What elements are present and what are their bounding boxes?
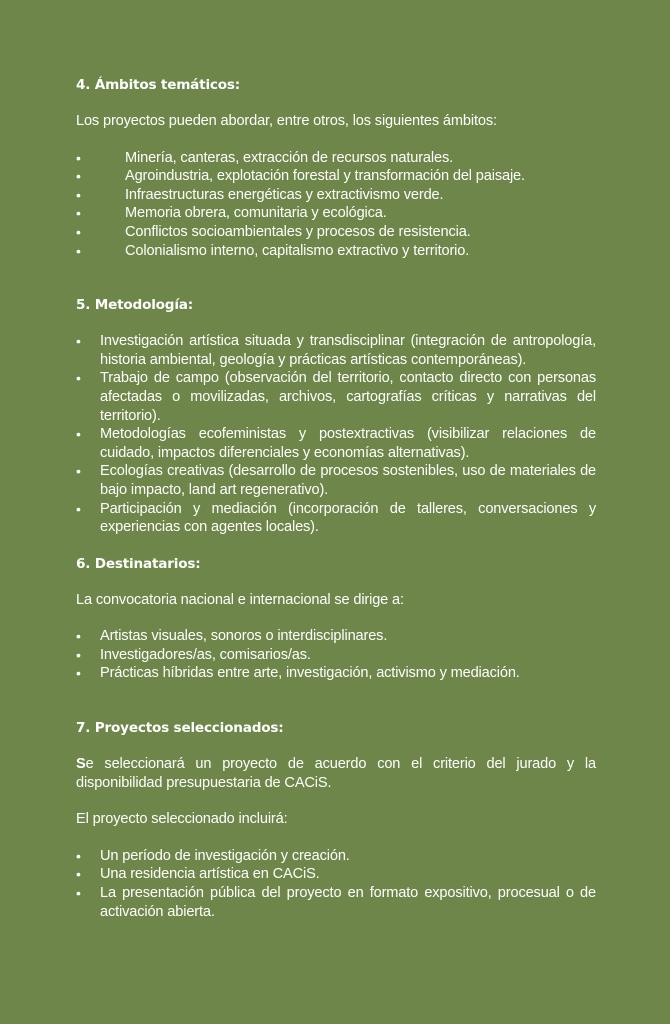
section-metodologia: [76, 296, 596, 537]
list-item: [76, 865, 596, 884]
section-heading: 4. Ámbitos temáticos:: [76, 77, 241, 93]
list-item: [76, 332, 596, 369]
section-heading: 6. Destinatarios:: [76, 555, 201, 572]
section-intro: La convocatoria nacional e internacional se dirige a:: [76, 591, 404, 608]
list-item: [76, 186, 596, 205]
intro-text: e seleccionará un proyecto de acuerdo con el criterio del jurado y la disponibilidad presupuestaria de CACiS.: [76, 756, 596, 791]
bullet-icon: •: [76, 866, 81, 883]
intro-lead-letter: S: [76, 756, 86, 773]
bullet-icon: •: [76, 223, 81, 240]
ambitos-list: [76, 149, 596, 261]
list-item: [76, 500, 596, 537]
list-item-text: Trabajo de campo (observación del territorio, contacto directo con personas afectadas o movilizadas, archivos, cartografías críticas y narrativas del territorio).: [100, 370, 596, 424]
destinatarios-list: [76, 627, 596, 683]
list-item: [76, 847, 596, 866]
list-item: [76, 462, 596, 499]
list-item: [76, 664, 596, 683]
list-item: [76, 369, 596, 425]
list-item-text: Investigadores/as, comisarios/as.: [100, 646, 311, 663]
list-item-text: Un período de investigación y creación.: [100, 847, 350, 864]
list-item: [76, 223, 596, 242]
list-item: [76, 646, 596, 665]
list-item-text: Una residencia artística en CACiS.: [100, 866, 320, 883]
section-proyectos-seleccionados: [76, 719, 596, 921]
bullet-icon: •: [76, 426, 81, 443]
seleccionados-list: [76, 847, 596, 921]
bullet-icon: •: [76, 242, 81, 259]
section-destinatarios: [76, 555, 596, 683]
bullet-icon: •: [76, 847, 81, 864]
section-ambitos-tematicos: [76, 76, 596, 260]
list-item-text: Minería, canteras, extracción de recursos naturales.: [125, 149, 454, 166]
list-item-text: La presentación pública del proyecto en formato expositivo, procesual o de activación abierta.: [100, 885, 596, 920]
bullet-icon: •: [76, 205, 81, 222]
section-heading: 7. Proyectos seleccionados:: [76, 720, 284, 737]
list-item: [76, 167, 596, 186]
metodologia-list: [76, 332, 596, 537]
bullet-icon: •: [76, 168, 81, 185]
bullet-icon: •: [76, 186, 81, 203]
includes-label: El proyecto seleccionado incluirá:: [76, 811, 288, 828]
bullet-icon: •: [76, 628, 81, 645]
document-content: [76, 76, 596, 921]
section-intro: Los proyectos pueden abordar, entre otros, los siguientes ámbitos:: [76, 113, 497, 129]
list-item: [76, 884, 596, 921]
list-item-text: Agroindustria, explotación forestal y transformación del paisaje.: [125, 168, 525, 185]
bullet-icon: •: [76, 500, 81, 517]
bullet-icon: •: [76, 646, 81, 663]
list-item: [76, 627, 596, 646]
list-item-text: Ecologías creativas (desarrollo de procesos sostenibles, uso de materiales de bajo impacto, land art regenerativo).: [100, 463, 596, 498]
list-item-text: Investigación artística situada y transdisciplinar (integración de antropología, historia ambiental, geología y prácticas artísticas contemporáneas).: [100, 333, 596, 368]
bullet-icon: •: [76, 149, 81, 166]
section-heading: 5. Metodología:: [76, 297, 194, 314]
list-item-text: Memoria obrera, comunitaria y ecológica.: [125, 205, 387, 222]
bullet-icon: •: [76, 333, 81, 350]
list-item-text: Conflictos socioambientales y procesos de resistencia.: [125, 223, 471, 240]
bullet-icon: •: [76, 885, 81, 902]
list-item-text: Prácticas híbridas entre arte, investigación, activismo y mediación.: [100, 665, 520, 682]
list-item-text: Colonialismo interno, capitalismo extractivo y territorio.: [125, 242, 470, 259]
bullet-icon: •: [76, 463, 81, 480]
list-item: [76, 149, 596, 168]
section-intro: [76, 755, 596, 792]
list-item-text: Infraestructuras energéticas y extractivismo verde.: [125, 186, 444, 203]
bullet-icon: •: [76, 370, 81, 387]
bullet-icon: •: [76, 665, 81, 682]
list-item-text: Participación y mediación (incorporación de talleres, conversaciones y experiencias con agentes locales).: [100, 500, 596, 536]
list-item-text: Artistas visuales, sonoros o interdisciplinares.: [100, 628, 388, 645]
list-item: [76, 242, 596, 261]
list-item: [76, 425, 596, 462]
list-item-text: Metodologías ecofeministas y postextractivas (visibilizar relaciones de cuidado, impactos diferenciales y economías alternativas).: [100, 426, 596, 461]
list-item: [76, 204, 596, 223]
